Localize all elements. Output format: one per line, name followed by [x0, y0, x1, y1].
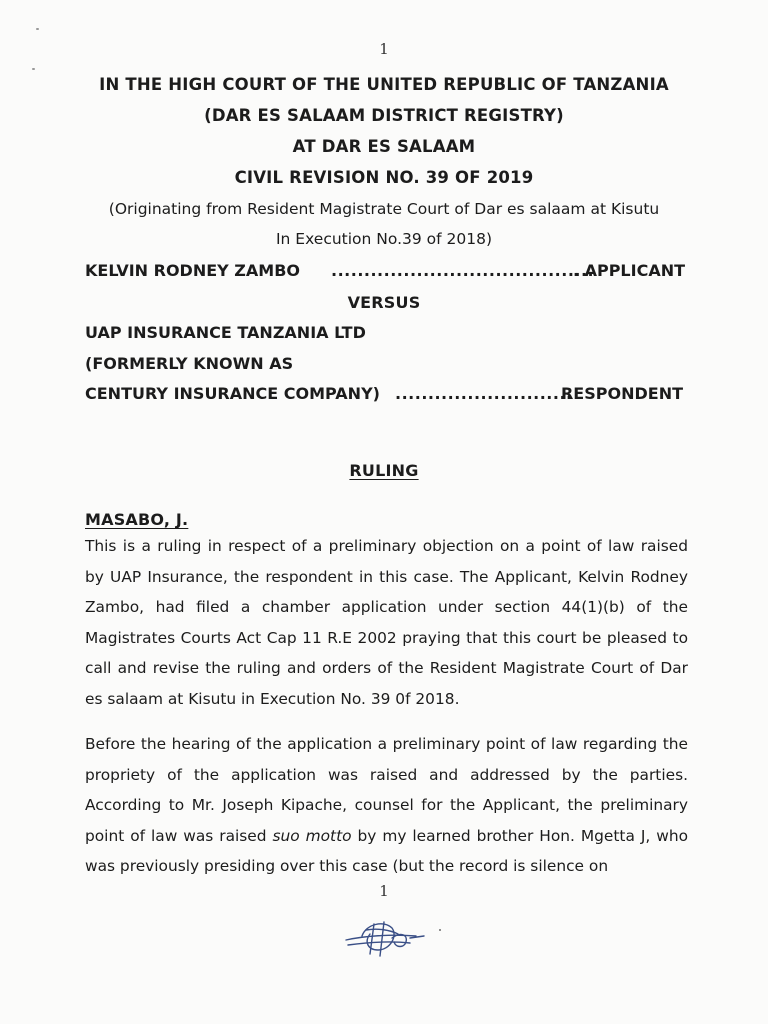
- ruling-title: RULING: [349, 461, 419, 480]
- paragraph-2: [85, 729, 688, 882]
- applicant-role: . APPLICANT: [572, 261, 685, 280]
- applicant-name: KELVIN RODNEY ZAMBO: [85, 261, 300, 280]
- registry-title: (DAR ES SALAAM DISTRICT REGISTRY): [204, 106, 564, 125]
- respondent-line-1: UAP INSURANCE TANZANIA LTD: [85, 323, 366, 342]
- respondent-dots: ...........................: [395, 384, 573, 403]
- applicant-line: [85, 261, 685, 280]
- paragraph-2-before: Before the hearing of the application a preliminary point of law regarding the propriety of the application was raised and addressed by the parties. According to Mr. Joseph Kipache, counsel for the Applicant, the preliminary point of law was raised: [85, 735, 688, 845]
- paragraph-1: This is a ruling in respect of a preliminary objection on a point of law raised by UAP Insurance, the respondent in this case. The Applicant, Kelvin Rodney Zambo, had filed a chamber application under section 44(1)(b) of the Magistrates Courts Act Cap 11 R.E 2002 praying that this court be pleased to call and revise the ruling and orders of the Resident Magistrate Court of Dar es salaam at Kisutu in Execution No. 39 0f 2018.: [85, 537, 688, 708]
- paragraph-2-after: by my learned brother Hon. Mgetta J, who was previously presiding over this case (but the record is silence on: [85, 826, 689, 875]
- paragraph-2-italic: suo motto: [272, 826, 352, 845]
- body: [85, 531, 688, 882]
- scan-speck: [32, 68, 35, 70]
- versus: VERSUS: [347, 293, 421, 312]
- page-number-top: 1: [379, 40, 389, 58]
- applicant-dots: ........................................: [331, 261, 595, 280]
- page-number-bottom: 1: [379, 882, 389, 900]
- origin-line-1: (Originating from Resident Magistrate Court of Dar es salaam at Kisutu: [108, 200, 660, 218]
- respondent-line: [85, 384, 683, 403]
- respondent-line-3: CENTURY INSURANCE COMPANY): [85, 384, 380, 403]
- scan-speck: [36, 28, 39, 30]
- respondent-role: RESPONDENT: [560, 384, 683, 403]
- court-title: IN THE HIGH COURT OF THE UNITED REPUBLIC OF TANZANIA: [99, 75, 669, 94]
- signature-mark: [340, 912, 450, 962]
- judge-name: MASABO, J.: [85, 510, 189, 529]
- location-title: AT DAR ES SALAAM: [292, 137, 476, 156]
- case-number: CIVIL REVISION NO. 39 OF 2019: [234, 168, 534, 187]
- respondent-line-2: (FORMERLY KNOWN AS: [85, 354, 294, 373]
- origin-line-2: In Execution No.39 of 2018): [275, 230, 493, 248]
